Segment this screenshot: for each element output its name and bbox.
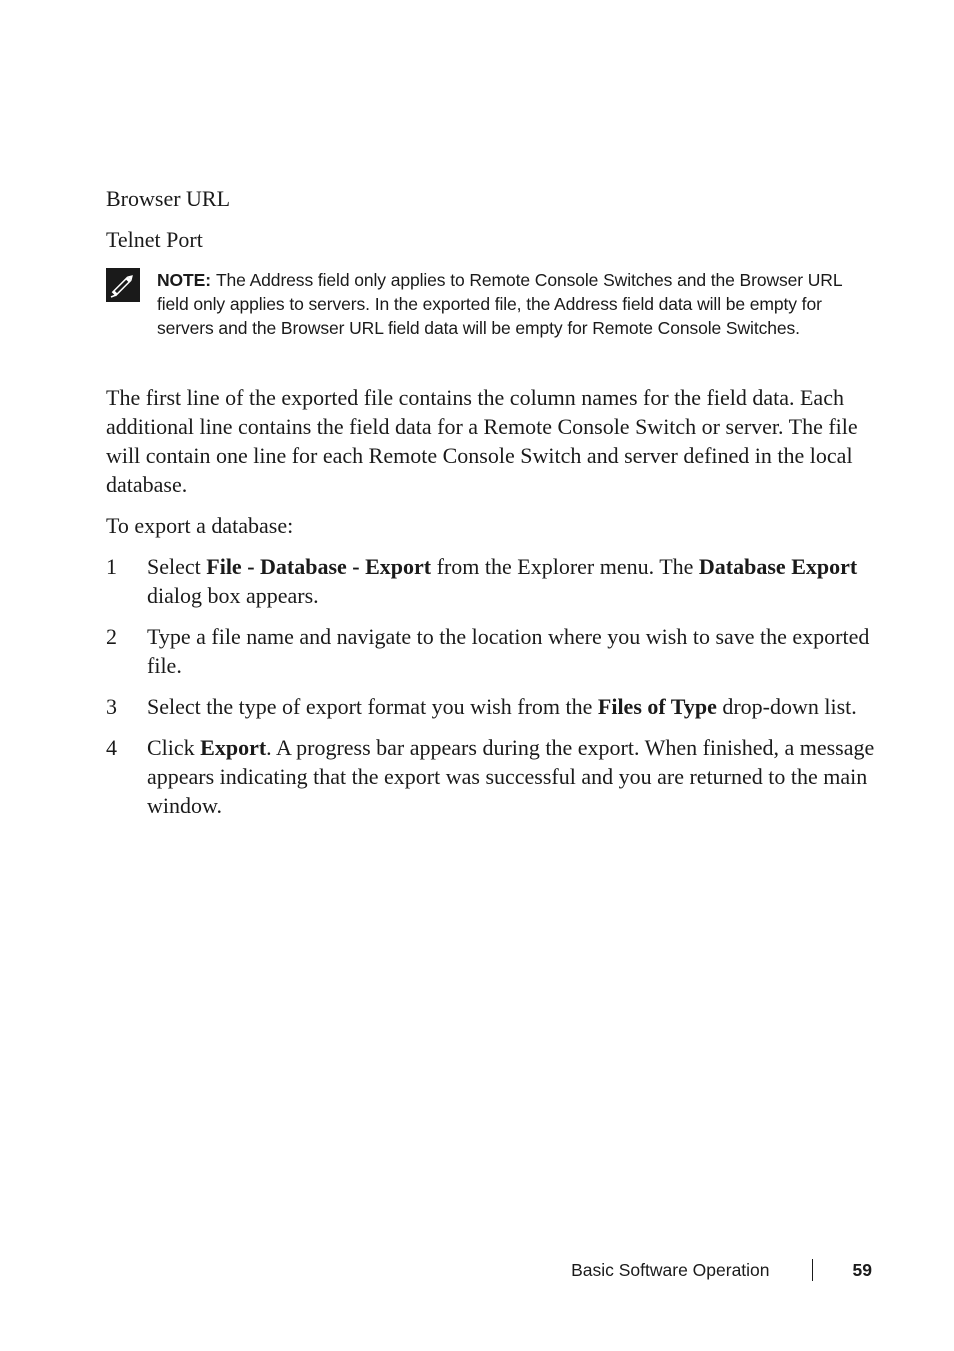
step-text: from the Explorer menu. The [431, 554, 699, 579]
lead-paragraph: To export a database: [106, 513, 294, 538]
intro-paragraph: The first line of the exported file contains the column names for the field data. Each additional line contains the field data for a Remote Console Switch or server. The file will contain one line for each Remote Console Switch and server defined in the local database. [106, 385, 858, 497]
step-text: . A progress bar appears during the export. When finished, a message appears indicating that the export was successful and you are returned to the main window. [147, 735, 875, 818]
step-text: Select the type of export format you wish from the [147, 694, 598, 719]
pencil-note-icon [106, 268, 140, 302]
step-text: dialog box appears. [147, 583, 319, 608]
step-text: Select [147, 554, 207, 579]
note-label: NOTE: [157, 270, 211, 290]
dialog-name: Database Export [698, 554, 858, 579]
page-footer [571, 1258, 872, 1282]
step-item [106, 692, 876, 721]
steps-list [106, 552, 876, 832]
menu-path: File - Database - Export [206, 554, 432, 579]
dropdown-name: Files of Type [597, 694, 717, 719]
step-text: Click [147, 735, 201, 760]
field-browser-url: Browser URL [106, 186, 231, 211]
note-text [157, 268, 856, 340]
step-number: 3 [106, 694, 117, 719]
note-body: The Address field only applies to Remote Console Switches and the Browser URL field only applies to servers. In the exported file, the Address field data will be empty for servers and the Browser URL field data will be empty for Remote Console Switches. [157, 270, 842, 338]
field-telnet-port: Telnet Port [106, 227, 203, 252]
page-number: 59 [852, 1260, 872, 1280]
button-name: Export [200, 735, 267, 760]
footer-divider [812, 1259, 813, 1281]
step-item [106, 733, 876, 820]
step-item [106, 552, 876, 610]
step-number: 1 [106, 554, 117, 579]
step-text: drop-down list. [716, 694, 857, 719]
footer-section-title: Basic Software Operation [571, 1260, 770, 1280]
step-item [106, 622, 876, 680]
step-text: Type a file name and navigate to the location where you wish to save the exported file. [147, 624, 870, 678]
note-block [106, 268, 856, 340]
step-number: 2 [106, 624, 117, 649]
step-number: 4 [106, 735, 117, 760]
